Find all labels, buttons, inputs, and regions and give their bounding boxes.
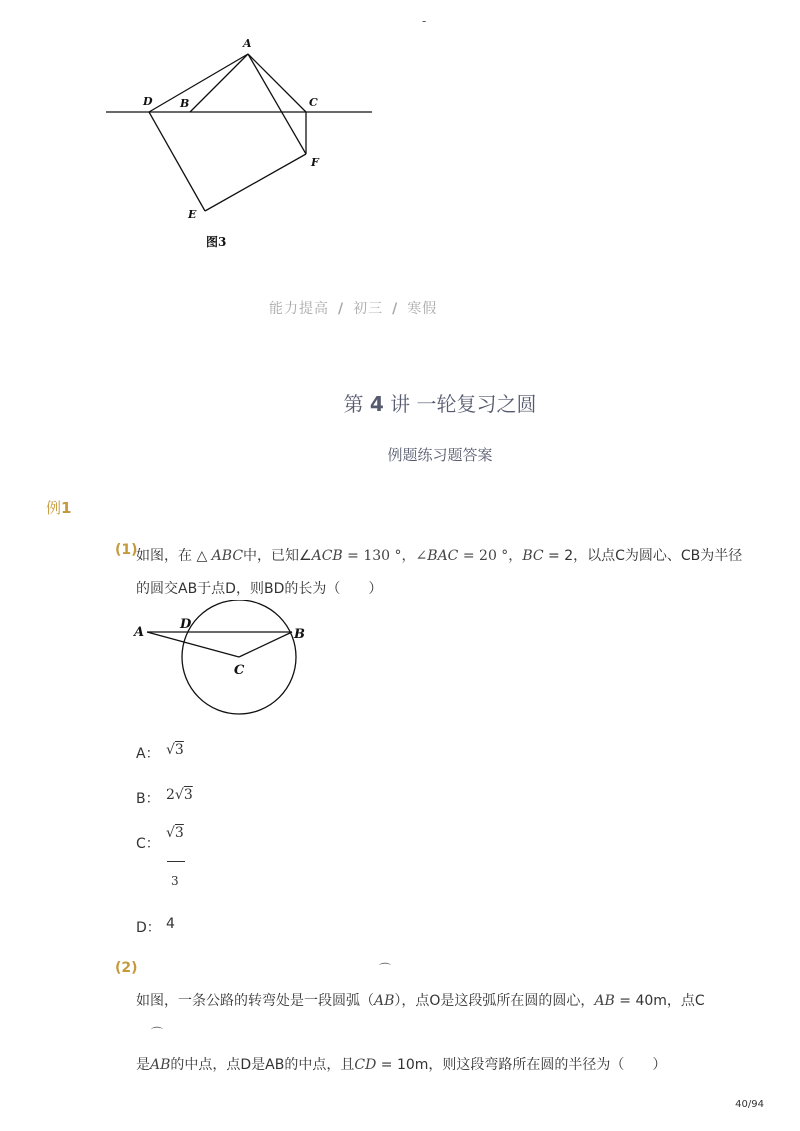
q2-math: CD [354,1057,377,1073]
lecture-subtitle: 例题练习题答案 [387,446,493,464]
radicand: 3 [174,825,184,841]
breadcrumb-item: 初三 [353,301,384,317]
breadcrumb [269,298,437,318]
q2-text: 是 [136,1057,150,1073]
question-2-line-2 [136,1054,666,1074]
q1-math: BAC [427,548,459,564]
label-D: D [180,617,192,632]
sqrt-sign: √ [166,825,175,841]
figure-3-caption: 图3 [206,235,227,249]
q1-math: BC [522,548,544,564]
option-b-label: B： [136,791,160,807]
q1-text: = 2，以点C为圆心、CB为半径 [543,548,743,564]
label-C: C [309,96,318,109]
label-A: A [134,625,145,640]
segment-FE [205,154,306,211]
q2-math: AB [150,1057,171,1073]
q1-text: = 20 °， [458,548,523,564]
q1-text: 如图，在 △ [136,548,212,564]
question-2-number: (2) [115,960,138,976]
label-F: F [311,156,319,169]
lecture-suffix: 讲 一轮复习之圆 [390,392,537,416]
question-1-number: (1) [115,542,138,558]
q1-text: = 130 °，∠ [342,548,428,564]
question-1-line-2: 的圆交AB于点D，则BD的长为（ ） [136,581,383,597]
option-a-label: A： [136,746,160,762]
q2-text: 如图，一条公路的转弯处是一段圆弧（ [136,993,374,1009]
question-1-line-1 [136,545,742,565]
q1-math: ABC [211,548,244,564]
sqrt-sign: √ [166,742,175,758]
label-A: A [243,37,252,50]
question-2-line-1 [136,990,705,1010]
q2-text: ），点O是这段弧所在圆的圆心， [394,993,595,1009]
circle-diagram [130,600,320,720]
option-c-denominator: 3 [171,874,179,888]
lecture-title [0,388,800,417]
sqrt-sign: √ [174,787,184,803]
breadcrumb-item: 寒假 [407,301,438,317]
option-b-value [166,787,193,803]
arc-symbol: ⌒ [379,962,392,976]
label-D: D [143,95,153,108]
example-prefix: 例 [46,499,62,517]
option-d-label: D： [136,920,161,936]
q1-math: ACB [311,548,343,564]
figure-3-diagram [100,34,390,234]
option-c-numerator [166,825,184,841]
label-E: E [188,208,197,221]
breadcrumb-separator: / [392,301,399,317]
radicand: 3 [183,787,193,803]
q1-text: 中，已知∠ [243,548,312,564]
example-label [46,497,71,518]
q2-math: AB [374,993,395,1009]
radicand: 3 [174,742,184,758]
fraction-bar [167,861,185,862]
coefficient: 2 [166,787,175,803]
q2-text: = 40m，点C [614,993,705,1009]
label-B: B [180,97,190,110]
segment-CB [239,632,292,657]
segment-AC [147,632,239,657]
label-B: B [294,627,305,642]
top-mark: - [422,14,427,28]
option-d-value: 4 [166,916,175,932]
example-number: 1 [61,499,72,517]
q2-text: 的中点，点D是AB的中点，且 [170,1057,355,1073]
breadcrumb-separator: / [338,301,345,317]
q2-math: AB [594,993,615,1009]
breadcrumb-item: 能力提高 [269,301,329,317]
lecture-prefix: 第 [343,392,364,416]
segment-ED [149,112,205,211]
q2-text: = 10m，则这段弯路所在圆的半径为（ ） [376,1057,667,1073]
option-c-label: C： [136,836,160,852]
lecture-number: 4 [369,392,384,416]
option-a-value [166,742,184,758]
page-number: 40/94 [735,1099,764,1110]
arc-symbol: ⌒ [151,1026,164,1040]
label-C: C [234,663,245,678]
